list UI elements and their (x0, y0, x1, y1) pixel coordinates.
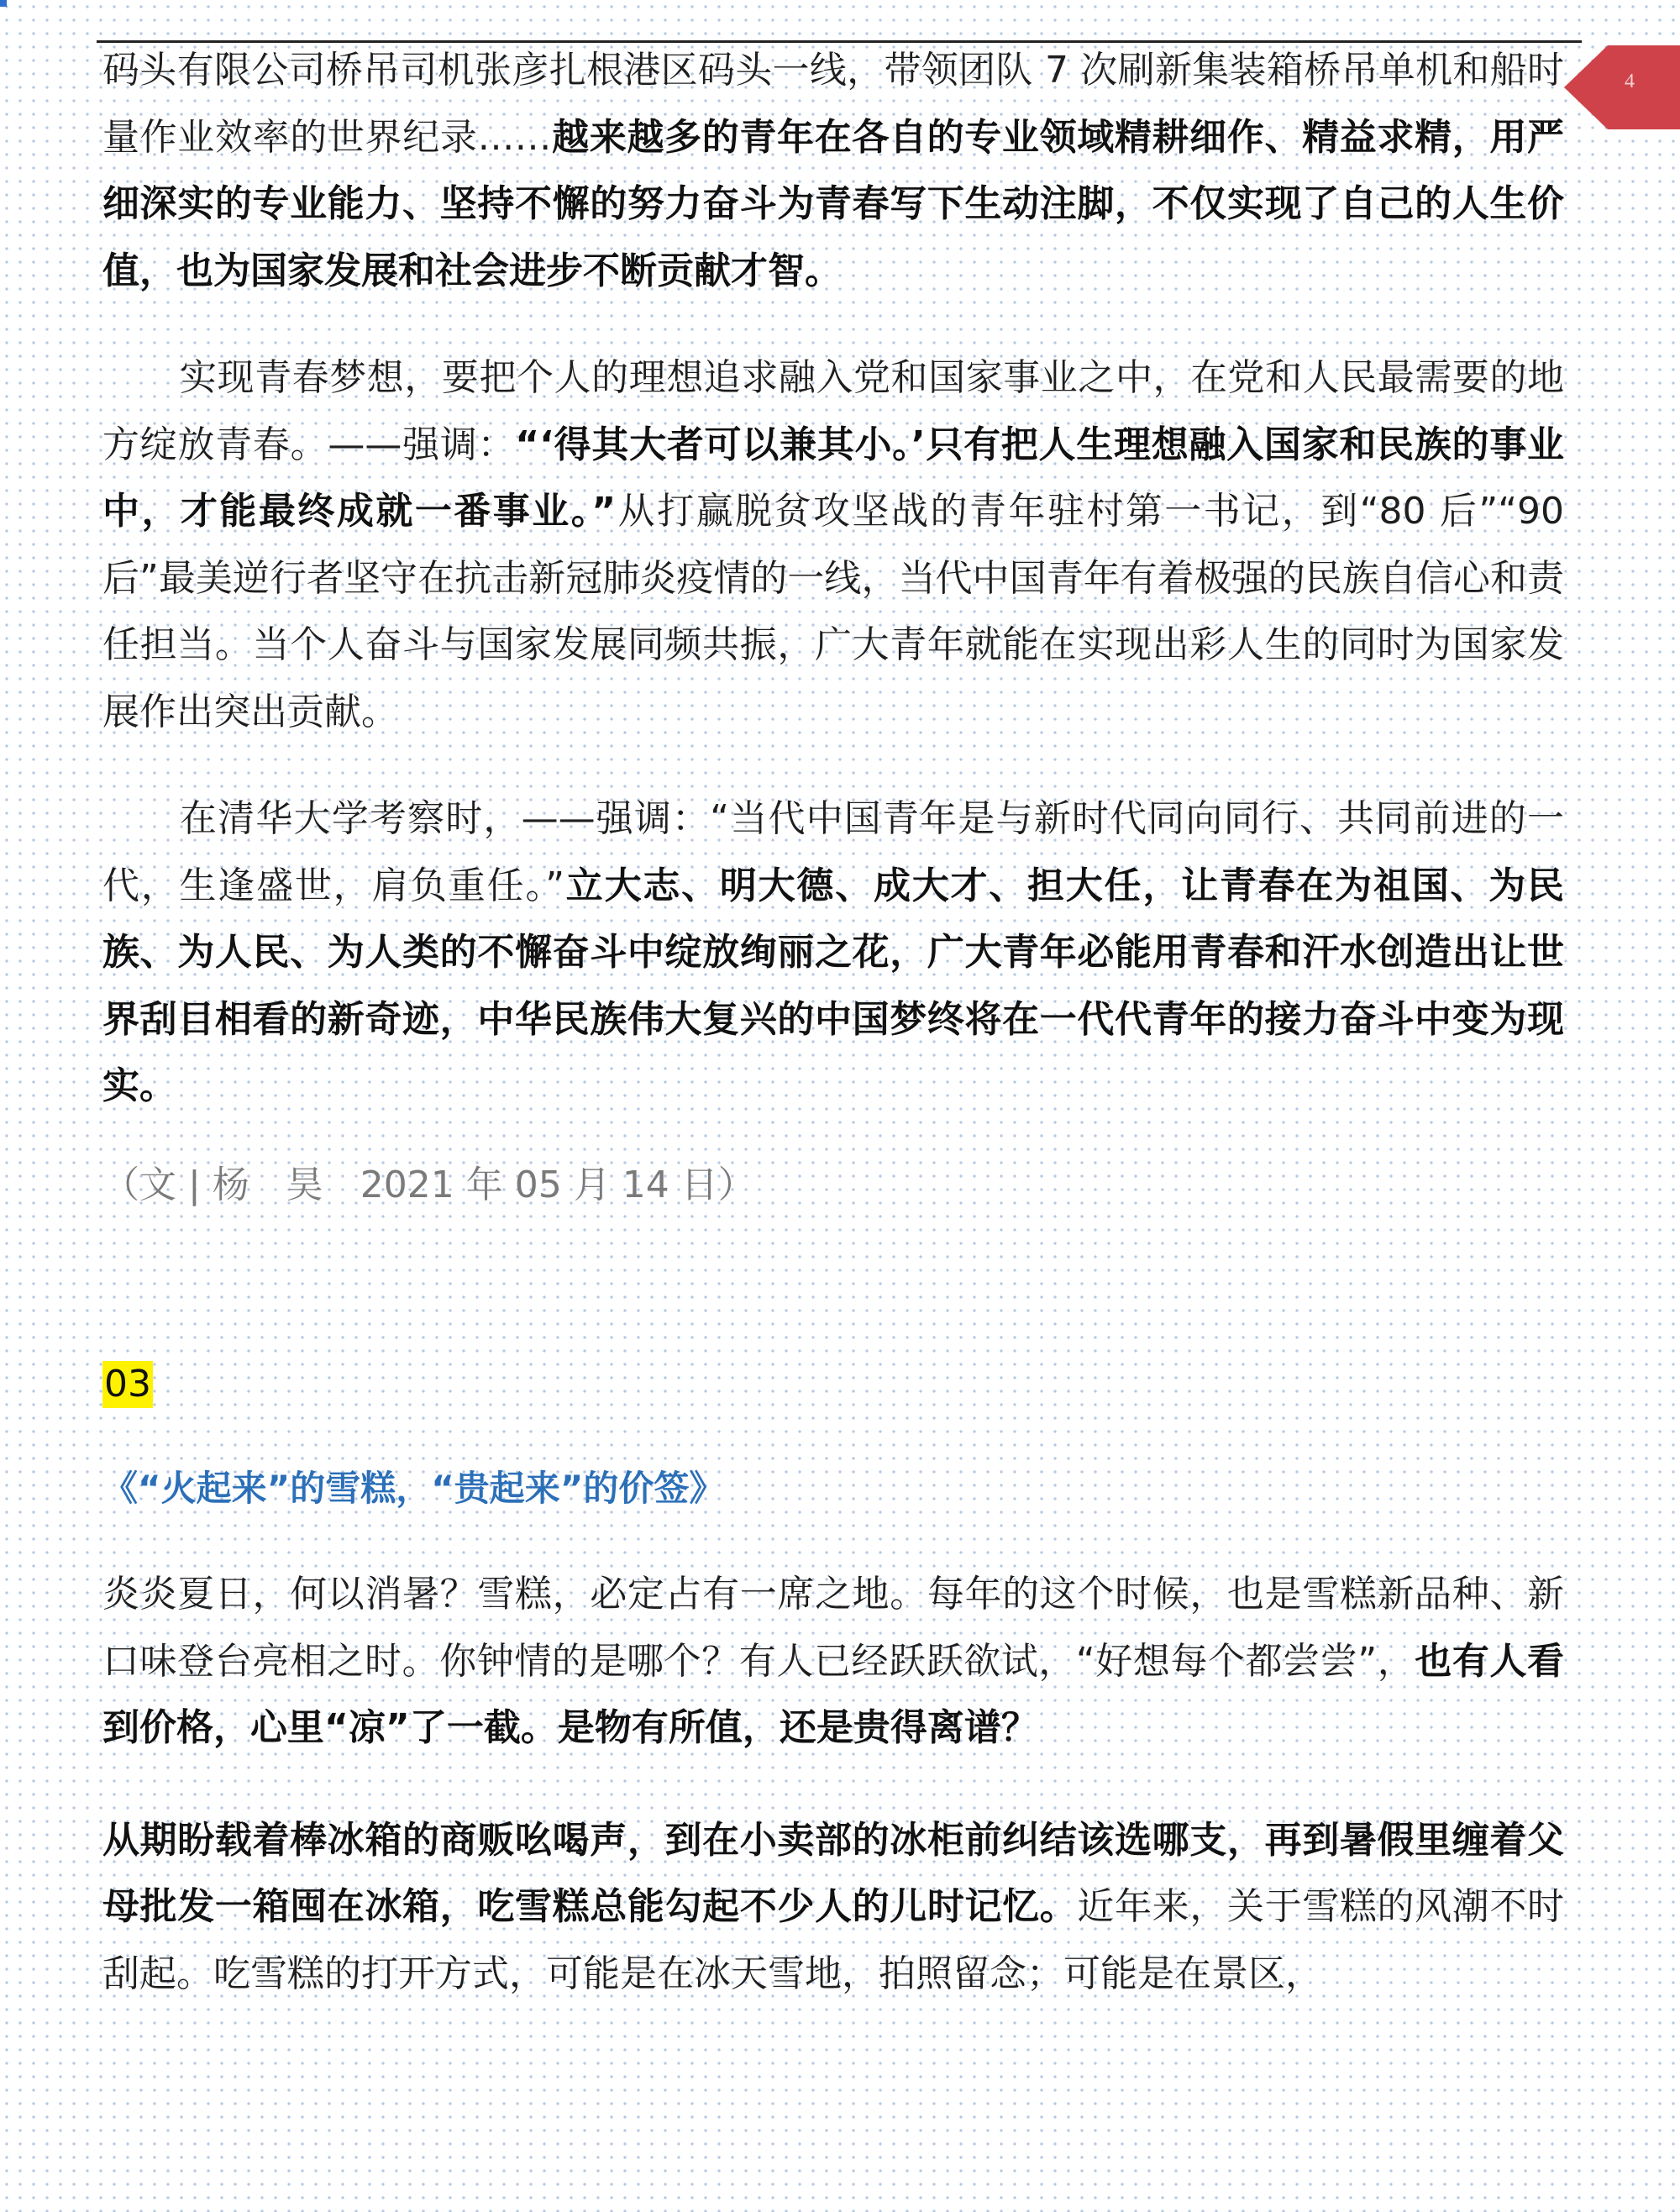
paragraph-b1 (102, 1561, 1564, 1762)
text-run: 码头有限公司桥吊司机张彦扎根港区码头一线，带领团队 7 次刷新集装箱桥吊单机和船时量作业效率的世界纪录…… (102, 49, 1564, 159)
byline: （文 | 杨 昊 2021 年 05 月 14 日） (102, 1163, 755, 1206)
text-run: 从打赢脱贫攻坚战的青年驻村第一书记，到“80 后”“90 后”最美逆行者坚守在抗击新冠肺炎疫情的一线，当代中国青年有着极强的民族自信心和责任担当。当个人奋斗与国家发展同频共振，广大青年就能在实现出彩人生的同时为国家发展作出突出贡献。 (102, 490, 1564, 733)
page-number-tab (1564, 45, 1680, 129)
paragraph-a1 (102, 37, 1564, 304)
text-run: 实现青春梦想，要把个人的理想追求融入党和国家事业之中，在党和人民最需要的地方绽放青春。——强调： (102, 356, 1564, 466)
bold-run: 立大志、明大德、成大才、担大任，让青春在为祖国、为民族、为人民、为人类的不懈奋斗中绽放绚丽之花，广大青年必能用青春和汗水创造出让世界刮目相看的新奇迹，中华民族伟大复兴的中国梦终将在一代代青年的接力奋斗中变为现实。 (102, 864, 1565, 1107)
text-run: 近年来，关于雪糕的风潮不时刮起。吃雪糕的打开方式，可能是在冰天雪地，拍照留念；可能是在景区， (102, 1885, 1564, 1995)
section-number-highlight: 03 (102, 1361, 153, 1408)
bold-run: 也有人看到价格，心里“凉”了一截。是物有所值，还是贵得离谱？ (102, 1639, 1565, 1749)
paragraph-a3 (102, 785, 1564, 1120)
document-body (102, 37, 1564, 2007)
corner-mark (0, 0, 7, 7)
page-number: 4 (1625, 71, 1635, 92)
paragraph-b2 (102, 1807, 1564, 2008)
bold-quote: “‘得其大者可以兼其小。’只有把人生理想融入国家和民族的事业中，才能最终成就一番事业。” (102, 423, 1564, 533)
bold-run: 从期盼载着棒冰箱的商贩吆喝声，到在小卖部的冰柜前纠结该选哪支，再到暑假里缠着父母批发一箱囤在冰箱，吃雪糕总能勾起不少人的儿时记忆。 (102, 1818, 1564, 1928)
bold-run: 越来越多的青年在各自的专业领域精耕细作、精益求精，用严细深实的专业能力、坚持不懈的努力奋斗为青春写下生动注脚，不仅实现了自己的人生价值，也为国家发展和社会进步不断贡献才智。 (102, 115, 1565, 292)
paragraph-a2 (102, 344, 1564, 745)
text-run: 在清华大学考察时，——强调：“当代中国青年是与新时代同向同行、共同前进的一代，生逢盛世，肩负重任。” (102, 797, 1564, 907)
text-run: 炎炎夏日，何以消暑？雪糕，必定占有一席之地。每年的这个时候，也是雪糕新品种、新口味登台亮相之时。你钟情的是哪个？有人已经跃跃欲试，“好想每个都尝尝”， (102, 1573, 1564, 1683)
section-headline: 《“火起来”的雪糕，“贵起来”的价签》 (102, 1468, 725, 1509)
